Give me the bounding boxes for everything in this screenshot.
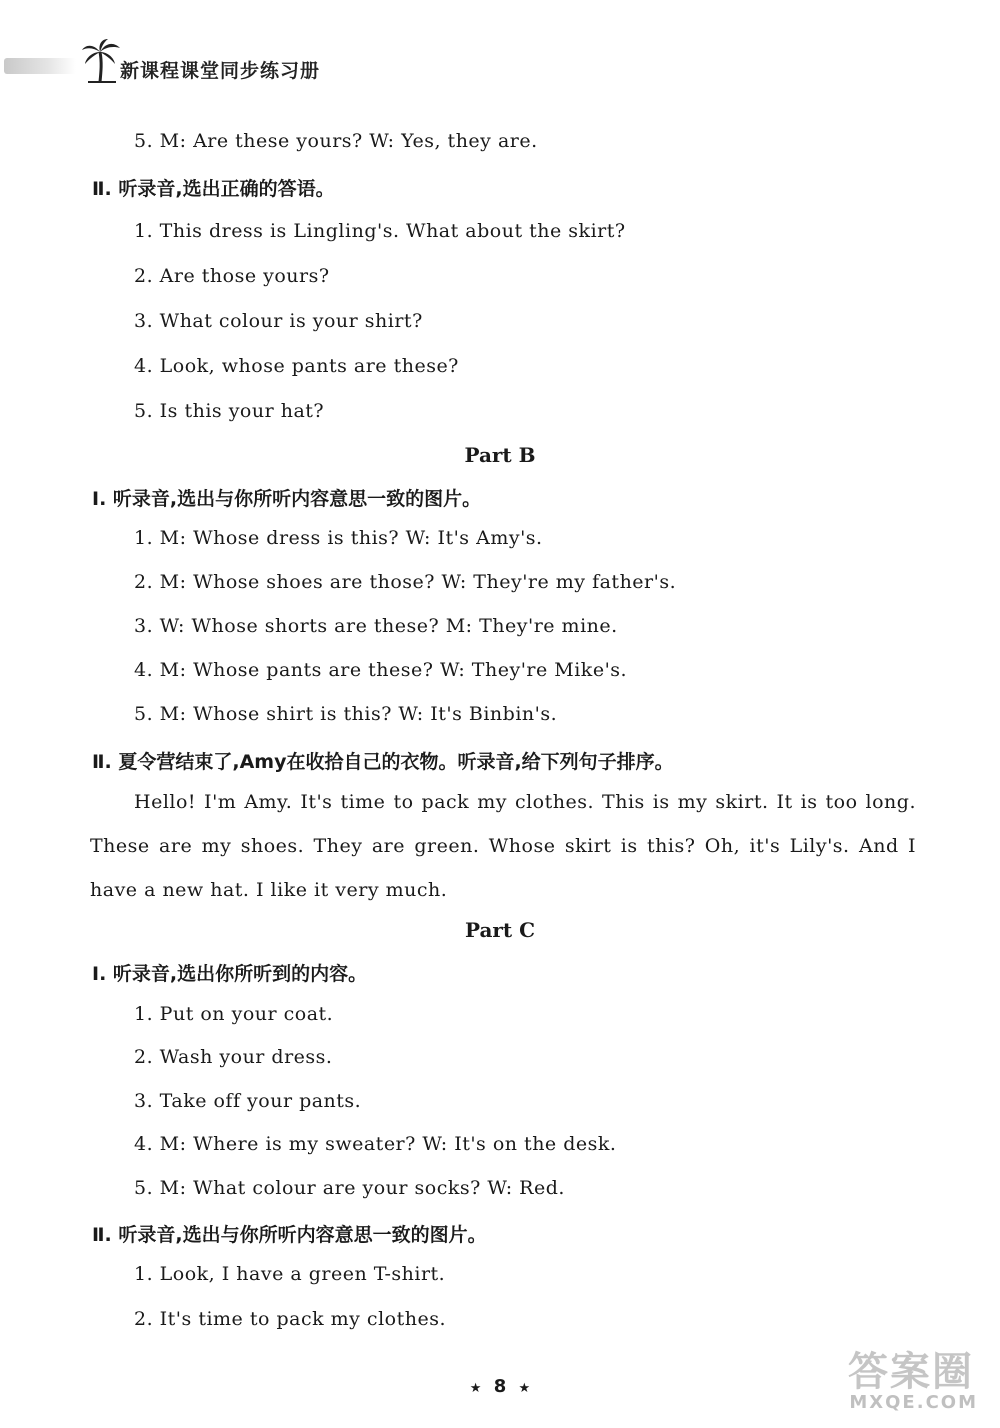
section-heading: Ⅰ. 听录音,选出你所听到的内容。 bbox=[92, 963, 368, 985]
watermark bbox=[804, 1340, 984, 1420]
watermark-url: MXQE.COM bbox=[849, 1392, 978, 1413]
list-item: 3. Take off your pants. bbox=[134, 1090, 362, 1112]
list-item: 5. M: Are these yours? W: Yes, they are. bbox=[134, 130, 538, 152]
list-item: 2. It's time to pack my clothes. bbox=[134, 1308, 446, 1330]
part-c-title: Part C bbox=[464, 918, 536, 942]
list-item: 1. Look, I have a green T-shirt. bbox=[134, 1263, 446, 1285]
page-header bbox=[0, 36, 420, 88]
list-item: 3. What colour is your shirt? bbox=[134, 310, 423, 332]
star-icon: ★ bbox=[518, 1381, 531, 1396]
list-item: 3. W: Whose shorts are these? M: They're mine. bbox=[134, 615, 618, 637]
list-item: 4. M: Whose pants are these? W: They're Mike's. bbox=[134, 659, 628, 681]
list-item: 1. Put on your coat. bbox=[134, 1003, 334, 1025]
list-item: 4. Look, whose pants are these? bbox=[134, 355, 459, 377]
passage-paragraph: Hello! I'm Amy. It's time to pack my clothes. This is my skirt. It is too long. These are my shoes. They are green. Whose skirt is this? Oh, it's Lily's. And I have a new hat. I like it very much. bbox=[90, 791, 916, 901]
part-b-title: Part B bbox=[464, 443, 536, 467]
list-item: 5. M: Whose shirt is this? W: It's Binbin's. bbox=[134, 703, 558, 725]
list-item: 5. M: What colour are your socks? W: Red. bbox=[134, 1177, 565, 1199]
list-item: 1. M: Whose dress is this? W: It's Amy's. bbox=[134, 527, 543, 549]
star-icon: ★ bbox=[469, 1381, 482, 1396]
section-heading: Ⅱ. 夏令营结束了,Amy在收拾自己的衣物。听录音,给下列句子排序。 bbox=[92, 751, 674, 773]
section-heading: Ⅰ. 听录音,选出与你所听内容意思一致的图片。 bbox=[92, 488, 482, 510]
header-smudge bbox=[4, 58, 76, 74]
list-item: 2. Wash your dress. bbox=[134, 1046, 333, 1068]
watermark-logo-text: 答案圈 bbox=[848, 1349, 974, 1395]
palm-tree-icon bbox=[80, 38, 122, 84]
list-item: 1. This dress is Lingling's. What about the skirt? bbox=[134, 220, 626, 242]
list-item: 2. Are those yours? bbox=[134, 265, 330, 287]
book-title: 新课程课堂同步练习册 bbox=[120, 60, 321, 82]
list-item: 5. Is this your hat? bbox=[134, 400, 325, 422]
section-heading: Ⅱ. 听录音,选出与你所听内容意思一致的图片。 bbox=[92, 1224, 487, 1246]
section-heading: Ⅱ. 听录音,选出正确的答语。 bbox=[92, 178, 335, 200]
page-number-value: 8 bbox=[493, 1376, 507, 1397]
list-item: 2. M: Whose shoes are those? W: They're my father's. bbox=[134, 571, 677, 593]
list-item: 4. M: Where is my sweater? W: It's on the desk. bbox=[134, 1133, 617, 1155]
